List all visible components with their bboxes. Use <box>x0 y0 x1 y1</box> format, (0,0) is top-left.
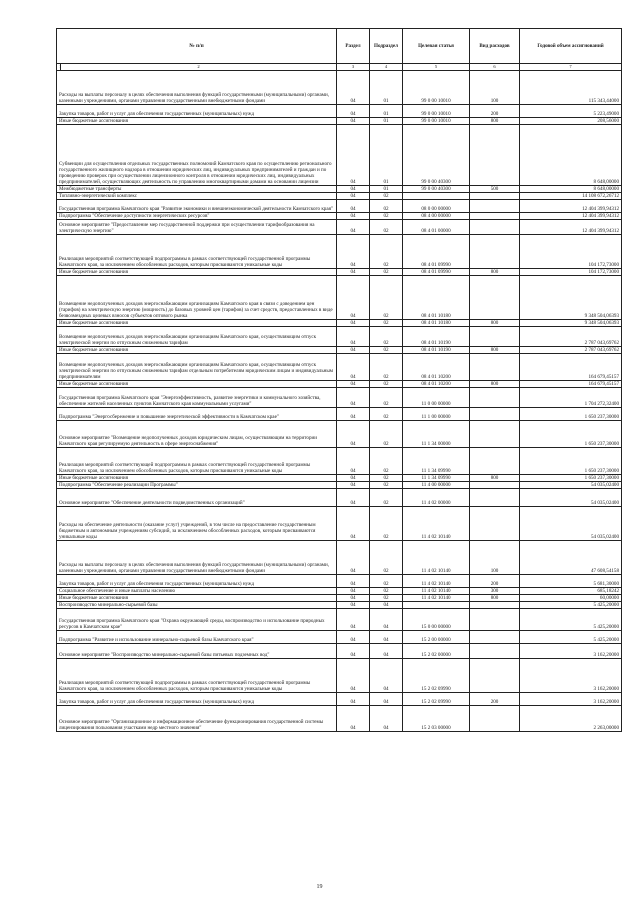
table-row <box>57 200 622 213</box>
row-name: Субвенции для осуществления отдельных государственных полномочий Камчатского края по осуществлению регионального государственного жилищного надзора в отношении юридических лиц, индивидуальных предпринимателей и граждан и по проведению проверок при осуществлении лицензионного контроля в отношении юридических лиц, индивидуальных предпринимателей, осуществляющих деятельность по управлению многоквартирными домами на основании лицензии <box>57 125 337 186</box>
row-subsection: 02 <box>370 276 403 320</box>
row-subsection: 02 <box>370 200 403 213</box>
row-section: 04 <box>337 482 370 489</box>
row-amount: 2 787 043,69762 <box>520 327 622 347</box>
table-row <box>57 388 622 408</box>
row-section: 04 <box>337 644 370 659</box>
row-target-article: 11 1 34 00000 <box>403 421 470 448</box>
row-name: Возмещение недополученных доходов энергоснабжающим организациям Камчатского края, осуществляющим отпуск электрической энергии по отпускным сниженным тарифам отдельным потребителям юридическим лицам и индивидуальным предпринимателям <box>57 354 337 381</box>
table-row <box>57 71 622 105</box>
row-name: Социальное обеспечение и иные выплаты населению <box>57 588 337 595</box>
row-target-article: 11 4 02 10140 <box>403 541 470 575</box>
row-amount: 8 648,00000 <box>520 125 622 186</box>
row-name: Основное мероприятие "Предоставление мер государственной поддержки при осуществлении тарифообразования на электрическую энергию" <box>57 220 337 235</box>
row-subsection: 04 <box>370 693 403 706</box>
row-target-article: 11 4 02 10140 <box>403 507 470 541</box>
table-row <box>57 269 622 276</box>
table-row <box>57 575 622 588</box>
row-target-article: 08 4 01 10180 <box>403 320 470 327</box>
row-expense-type <box>470 706 520 732</box>
row-amount: 2 787 043,69762 <box>520 347 622 354</box>
row-amount: 5 681,30000 <box>520 575 622 588</box>
row-name: Подпрограмма "Обеспечение реализации Программы" <box>57 482 337 489</box>
row-amount: 12 404 399,94312 <box>520 200 622 213</box>
row-expense-type <box>470 609 520 631</box>
row-expense-type <box>470 200 520 213</box>
row-subsection: 02 <box>370 213 403 220</box>
row-target-article: 99 0 00 40300 <box>403 125 470 186</box>
row-expense-type <box>470 125 520 186</box>
row-target-article: 99 0 00 10010 <box>403 118 470 125</box>
table-row <box>57 408 622 421</box>
row-target-article: 15 2 00 00000 <box>403 631 470 644</box>
row-name: Расходы на выплаты персоналу в целях обеспечения выполнения функций государственными (муниципальными) органами, казенными учреждениями, органами управления государственными внебюджетными фондами <box>57 541 337 575</box>
row-expense-type: 100 <box>470 71 520 105</box>
row-subsection: 04 <box>370 706 403 732</box>
row-expense-type <box>470 354 520 381</box>
table-row <box>57 276 622 320</box>
table-row <box>57 354 622 381</box>
row-name: Расходы на обеспечение деятельности (оказание услуг) учреждений, в том числе на предоставление государственным бюджетным и автономным учреждениям субсидий, за исключением обособленных расходов, которым присваиваются уникальные коды <box>57 507 337 541</box>
table-row <box>57 220 622 235</box>
row-name: Реализация мероприятий соответствующей подпрограммы в рамках соответствующей государственной программы Камчатского края, за исключением обособленных расходов, которым присваиваются уникальные коды <box>57 659 337 693</box>
row-section: 04 <box>337 125 370 186</box>
index-cell: 2 <box>61 64 337 71</box>
row-amount: 208,56000 <box>520 118 622 125</box>
table-row <box>57 631 622 644</box>
row-target-article: 08 4 00 00000 <box>403 213 470 220</box>
table-row <box>57 105 622 118</box>
row-amount: 54 035,02400 <box>520 507 622 541</box>
row-expense-type: 800 <box>470 475 520 482</box>
row-amount: 5 425,20000 <box>520 609 622 631</box>
table-row <box>57 489 622 507</box>
row-section: 04 <box>337 213 370 220</box>
header-target-article: Целевая статья <box>403 29 470 64</box>
row-amount: 2 263,00000 <box>520 706 622 732</box>
row-name: Основное мероприятие "Организационное и информационное обеспечение функционирования государственной системы лицензирования пользования участками недр местного значения" <box>57 706 337 732</box>
table-row <box>57 507 622 541</box>
row-subsection: 04 <box>370 609 403 631</box>
row-subsection: 02 <box>370 507 403 541</box>
row-name: Иные бюджетные ассигнования <box>57 118 337 125</box>
row-subsection: 01 <box>370 125 403 186</box>
table-row <box>57 448 622 475</box>
table-row <box>57 118 622 125</box>
row-amount: 3 162,20000 <box>520 644 622 659</box>
row-amount: 3 162,20000 <box>520 693 622 706</box>
row-subsection: 02 <box>370 220 403 235</box>
row-expense-type: 800 <box>470 347 520 354</box>
row-section: 04 <box>337 71 370 105</box>
row-amount: 54 035,02400 <box>520 482 622 489</box>
row-section: 04 <box>337 200 370 213</box>
table-row <box>57 693 622 706</box>
row-section: 04 <box>337 193 370 200</box>
row-section: 04 <box>337 354 370 381</box>
row-subsection: 01 <box>370 105 403 118</box>
row-target-article: 15 2 02 09990 <box>403 659 470 693</box>
row-name: Подпрограмма "Энергосбережение и повышение энергетической эффективности в Камчатском крае" <box>57 408 337 421</box>
row-target-article: 15 2 02 09990 <box>403 693 470 706</box>
table-row <box>57 609 622 631</box>
row-amount: 9 348 504,06393 <box>520 320 622 327</box>
header-row <box>57 29 622 64</box>
row-subsection: 04 <box>370 631 403 644</box>
row-amount: 12 404 399,94312 <box>520 213 622 220</box>
table-row <box>57 125 622 186</box>
row-name: Иные бюджетные ассигнования <box>57 595 337 602</box>
row-amount: 1 650 237,30000 <box>520 448 622 475</box>
row-name: Иные бюджетные ассигнования <box>57 320 337 327</box>
row-expense-type <box>470 448 520 475</box>
row-subsection: 02 <box>370 588 403 595</box>
row-target-article: 11 4 02 10140 <box>403 588 470 595</box>
row-amount: 685,18242 <box>520 588 622 595</box>
row-subsection: 02 <box>370 421 403 448</box>
row-section: 04 <box>337 408 370 421</box>
row-section: 04 <box>337 269 370 276</box>
row-name: Иные бюджетные ассигнования <box>57 347 337 354</box>
row-amount: 1 650 237,30000 <box>520 408 622 421</box>
header-subsection: Подраздел <box>370 29 403 64</box>
row-target-article: 15 2 02 00000 <box>403 644 470 659</box>
row-target-article: 11 1 00 00000 <box>403 408 470 421</box>
table-row <box>57 659 622 693</box>
row-expense-type: 200 <box>470 105 520 118</box>
row-expense-type <box>470 602 520 609</box>
row-section: 04 <box>337 347 370 354</box>
table-row <box>57 588 622 595</box>
row-target-article: 08 0 00 00000 <box>403 200 470 213</box>
row-subsection: 02 <box>370 475 403 482</box>
row-subsection: 01 <box>370 118 403 125</box>
index-cell: 6 <box>470 64 520 71</box>
row-name: Государственная программа Камчатского края "Развитие экономики и внешнеэкономической деятельности Камчатского края" <box>57 200 337 213</box>
row-section: 04 <box>337 448 370 475</box>
row-target-article: 08 4 01 09990 <box>403 235 470 269</box>
row-name: Воспроизводство минерально-сырьевой базы <box>57 602 337 609</box>
index-cell: 3 <box>337 64 370 71</box>
table-row <box>57 482 622 489</box>
row-subsection: 02 <box>370 575 403 588</box>
row-name: Возмещение недополученных доходов энергоснабжающим организациям Камчатского края в связи с доведением цен (тарифов) на электрическую энергию (мощность) до базовых уровней цен (тарифов) за счет средств, предоставленных в виде безвозмездных целевых взносов субъектов оптового рынка <box>57 276 337 320</box>
table-body <box>57 29 622 732</box>
row-section: 04 <box>337 388 370 408</box>
row-expense-type <box>470 507 520 541</box>
row-amount: 1 704 272,32400 <box>520 388 622 408</box>
header-section: Раздел <box>337 29 370 64</box>
page-number: 19 <box>316 884 323 890</box>
row-target-article: 11 4 02 10140 <box>403 595 470 602</box>
row-expense-type <box>470 388 520 408</box>
row-section: 04 <box>337 475 370 482</box>
row-target-article <box>403 193 470 200</box>
row-target-article: 08 4 01 00000 <box>403 220 470 235</box>
row-name: Подпрограмма "Обеспечение доступности энергетических ресурсов" <box>57 213 337 220</box>
index-cell: 7 <box>520 64 622 71</box>
row-section: 04 <box>337 706 370 732</box>
header-expense-type: Вид расходов <box>470 29 520 64</box>
row-target-article: 11 4 00 00000 <box>403 482 470 489</box>
row-name: Реализация мероприятий соответствующей подпрограммы в рамках соответствующей государственной программы Камчатского края, за исключением обособленных расходов, которым присваиваются уникальные коды <box>57 448 337 475</box>
row-section: 04 <box>337 602 370 609</box>
table-row <box>57 320 622 327</box>
row-expense-type: 800 <box>470 381 520 388</box>
row-subsection: 02 <box>370 347 403 354</box>
row-expense-type <box>470 276 520 320</box>
row-expense-type <box>470 213 520 220</box>
row-name: Государственная программа Камчатского края "Охрана окружающей среды, воспроизводство и использование природных ресурсов в Камчатском крае" <box>57 609 337 631</box>
row-expense-type <box>470 421 520 448</box>
row-subsection: 02 <box>370 448 403 475</box>
row-subsection: 02 <box>370 595 403 602</box>
row-section: 04 <box>337 105 370 118</box>
header-number: № п/п <box>57 29 337 64</box>
row-subsection: 02 <box>370 388 403 408</box>
row-section: 04 <box>337 320 370 327</box>
row-amount: 54 035,02400 <box>520 489 622 507</box>
row-name: Подпрограмма "Развитие и использование минерально-сырьевой базы Камчатского края" <box>57 631 337 644</box>
row-target-article: 11 0 00 00000 <box>403 388 470 408</box>
row-section: 04 <box>337 381 370 388</box>
row-name: Закупка товаров, работ и услуг для обеспечения государственных (муниципальных) нужд <box>57 693 337 706</box>
row-subsection: 02 <box>370 381 403 388</box>
row-expense-type <box>470 327 520 347</box>
row-expense-type <box>470 235 520 269</box>
index-row <box>57 64 622 71</box>
row-subsection: 04 <box>370 659 403 693</box>
row-name: Расходы на выплаты персоналу в целях обеспечения выполнения функций государственными (муниципальными) органами, казенными учреждениями, органами управления государственными внебюджетными фондами <box>57 71 337 105</box>
index-cell: 5 <box>403 64 470 71</box>
row-target-article: 08 4 01 10190 <box>403 347 470 354</box>
row-name: Основное мероприятие "Воспроизводство минерально-сырьевой базы питьевых подземных вод" <box>57 644 337 659</box>
row-amount: 5 223,49000 <box>520 105 622 118</box>
row-amount: 3 162,20000 <box>520 659 622 693</box>
row-amount: 1 650 237,30000 <box>520 475 622 482</box>
row-expense-type: 100 <box>470 541 520 575</box>
row-name: Государственная программа Камчатского края "Энергоэффективность, развитие энергетики и коммунального хозяйства, обеспечение жителей населенных пунктов Камчатского края коммунальными услугами" <box>57 388 337 408</box>
row-target-article: 15 2 03 00000 <box>403 706 470 732</box>
row-section: 04 <box>337 507 370 541</box>
row-target-article: 99 0 00 10010 <box>403 71 470 105</box>
table-row <box>57 706 622 732</box>
table-row <box>57 381 622 388</box>
row-amount: 47 608,54158 <box>520 541 622 575</box>
table-row <box>57 644 622 659</box>
row-amount: 164 679,45157 <box>520 354 622 381</box>
row-section: 04 <box>337 541 370 575</box>
row-amount: 14 108 672,26712 <box>520 193 622 200</box>
row-amount: 8 648,00000 <box>520 186 622 193</box>
row-amount: 164 679,45157 <box>520 381 622 388</box>
row-expense-type: 800 <box>470 320 520 327</box>
row-subsection: 01 <box>370 71 403 105</box>
row-expense-type: 300 <box>470 588 520 595</box>
table-row <box>57 475 622 482</box>
row-name: Реализация мероприятий соответствующей подпрограммы в рамках соответствующей государственной программы Камчатского края, за исключением обособленных расходов, которым присваиваются уникальные коды <box>57 235 337 269</box>
row-subsection: 02 <box>370 269 403 276</box>
row-amount: 104 172,73000 <box>520 269 622 276</box>
row-section: 04 <box>337 186 370 193</box>
row-amount: 12 404 399,94312 <box>520 220 622 235</box>
row-expense-type <box>470 482 520 489</box>
row-expense-type: 800 <box>470 595 520 602</box>
row-section: 04 <box>337 609 370 631</box>
row-section: 04 <box>337 421 370 448</box>
table-row <box>57 347 622 354</box>
row-section: 04 <box>337 693 370 706</box>
row-name: Иные бюджетные ассигнования <box>57 381 337 388</box>
row-target-article: 99 0 00 40300 <box>403 186 470 193</box>
row-subsection: 02 <box>370 408 403 421</box>
row-target-article: 08 4 01 10200 <box>403 354 470 381</box>
row-expense-type: 800 <box>470 118 520 125</box>
header-annual-amount: Годовой объем ассигнований <box>520 29 622 64</box>
row-name: Закупка товаров, работ и услуг для обеспечения государственных (муниципальных) нужд <box>57 575 337 588</box>
index-cell: 1 <box>57 64 61 71</box>
row-section: 04 <box>337 575 370 588</box>
row-target-article: 11 4 02 10140 <box>403 575 470 588</box>
row-section: 04 <box>337 659 370 693</box>
table-row <box>57 193 622 200</box>
row-expense-type <box>470 193 520 200</box>
row-amount: 60,00000 <box>520 595 622 602</box>
index-cell: 4 <box>370 64 403 71</box>
row-subsection: 04 <box>370 602 403 609</box>
row-subsection: 02 <box>370 482 403 489</box>
table-row <box>57 213 622 220</box>
row-expense-type: 200 <box>470 693 520 706</box>
row-expense-type <box>470 659 520 693</box>
row-subsection: 02 <box>370 489 403 507</box>
row-section: 04 <box>337 276 370 320</box>
table-row <box>57 327 622 347</box>
row-subsection: 02 <box>370 541 403 575</box>
row-section: 04 <box>337 220 370 235</box>
row-target-article: 11 1 34 09990 <box>403 448 470 475</box>
row-section: 04 <box>337 588 370 595</box>
row-amount: 5 425,20000 <box>520 631 622 644</box>
row-amount: 115 343,44000 <box>520 71 622 105</box>
row-expense-type: 500 <box>470 186 520 193</box>
table-row <box>57 541 622 575</box>
row-target-article: 08 4 01 10190 <box>403 327 470 347</box>
row-section: 04 <box>337 631 370 644</box>
row-expense-type <box>470 644 520 659</box>
row-expense-type <box>470 489 520 507</box>
row-target-article <box>403 602 470 609</box>
table-row <box>57 602 622 609</box>
row-section: 04 <box>337 489 370 507</box>
row-expense-type <box>470 408 520 421</box>
row-name: Межбюджетные трансферты <box>57 186 337 193</box>
row-section: 04 <box>337 327 370 347</box>
row-subsection: 04 <box>370 644 403 659</box>
row-expense-type <box>470 220 520 235</box>
row-name: Основное мероприятие "Возмещение недополученных доходов юридическим лицам, осуществляющим на территории Камчатского края регулируемую деятельность в сфере энергоснабжения" <box>57 421 337 448</box>
row-subsection: 02 <box>370 354 403 381</box>
row-subsection: 01 <box>370 186 403 193</box>
row-expense-type: 200 <box>470 575 520 588</box>
row-target-article: 99 0 00 10010 <box>403 105 470 118</box>
table-row <box>57 421 622 448</box>
row-target-article: 08 4 01 09990 <box>403 269 470 276</box>
row-amount: 104 172,73000 <box>520 235 622 269</box>
row-subsection: 02 <box>370 327 403 347</box>
row-subsection: 02 <box>370 320 403 327</box>
row-target-article: 08 4 01 10200 <box>403 381 470 388</box>
table-row <box>57 235 622 269</box>
row-name: Основное мероприятие "Обеспечение деятельности подведомственных организаций" <box>57 489 337 507</box>
row-section: 04 <box>337 235 370 269</box>
table-row <box>57 186 622 193</box>
row-subsection: 02 <box>370 235 403 269</box>
row-expense-type: 800 <box>470 269 520 276</box>
row-name: Закупка товаров, работ и услуг для обеспечения государственных (муниципальных) нужд <box>57 105 337 118</box>
row-amount: 9 348 504,06393 <box>520 276 622 320</box>
row-amount: 5 425,20000 <box>520 602 622 609</box>
row-target-article: 11 1 34 09990 <box>403 475 470 482</box>
budget-table <box>56 28 622 732</box>
row-target-article: 08 4 01 10180 <box>403 276 470 320</box>
row-target-article: 15 0 00 00000 <box>403 609 470 631</box>
row-name: Иные бюджетные ассигнования <box>57 269 337 276</box>
row-name: Иные бюджетные ассигнования <box>57 475 337 482</box>
table-row <box>57 595 622 602</box>
row-section: 04 <box>337 595 370 602</box>
row-amount: 1 650 237,30000 <box>520 421 622 448</box>
row-name: Возмещение недополученных доходов энергоснабжающим организациям Камчатского края, осуществляющим отпуск электрической энергии по отпускным сниженным тарифам <box>57 327 337 347</box>
row-expense-type <box>470 631 520 644</box>
row-section: 04 <box>337 118 370 125</box>
row-name: Топливно-энергетический комплекс <box>57 193 337 200</box>
row-subsection: 02 <box>370 193 403 200</box>
row-target-article: 11 4 02 00000 <box>403 489 470 507</box>
